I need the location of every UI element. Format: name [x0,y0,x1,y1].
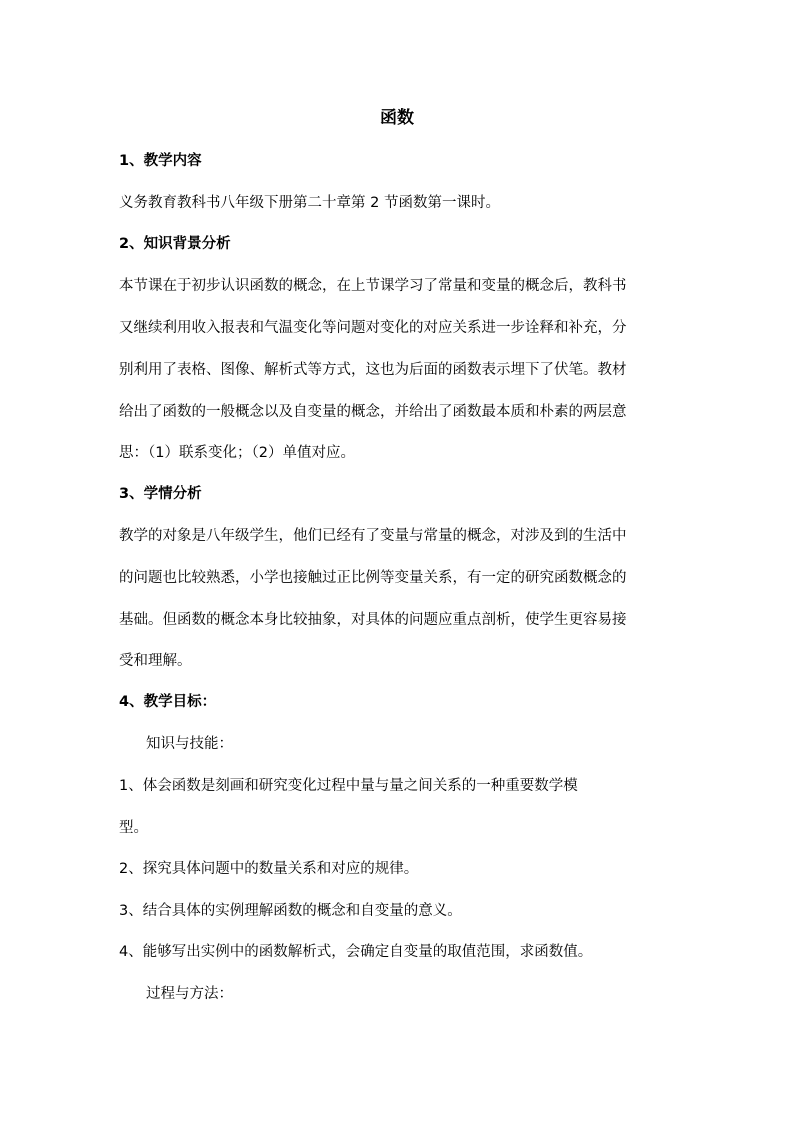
paragraph-line: 义务教育教科书八年级下册第二十章第 2 节函数第一课时。 [119,195,500,211]
goal-item: 1、体会函数是刻画和研究变化过程中量与量之间关系的一种重要数学模 [119,778,578,794]
paragraph-line: 教学的对象是八年级学生，他们已经有了变量与常量的概念，对涉及到的生活中 [119,528,627,544]
paragraph-line: 又继续利用收入报表和气温变化等问题对变化的对应关系进一步诠释和补充，分 [119,320,627,336]
section-heading-students: 3、学情分析 [119,486,202,502]
paragraph-line: 别利用了表格、图像、解析式等方式，这也为后面的函数表示埋下了伏笔。教材 [119,362,627,378]
section-heading-background: 2、知识背景分析 [119,236,231,252]
goal-item: 型。 [119,820,148,836]
paragraph-line: 的问题也比较熟悉，小学也接触过正比例等变量关系，有一定的研究函数概念的 [119,570,627,586]
subheading-process: 过程与方法： [146,986,233,1002]
section-heading-content: 1、教学内容 [119,153,202,169]
paragraph-line: 受和理解。 [119,653,192,669]
goal-item: 2、探究具体问题中的数量关系和对应的规律。 [119,861,419,877]
paragraph-line: 思：（1）联系变化；（2）单值对应。 [119,445,355,461]
goal-item: 4、能够写出实例中的函数解析式，会确定自变量的取值范围，求函数值。 [119,944,593,960]
document-title: 函数 [380,108,414,128]
paragraph-line: 基础。但函数的概念本身比较抽象，对具体的问题应重点剖析，使学生更容易接 [119,612,627,628]
paragraph-line: 本节课在于初步认识函数的概念，在上节课学习了常量和变量的概念后，教科书 [119,278,627,294]
paragraph-line: 给出了函数的一般概念以及自变量的概念，并给出了函数最本质和朴素的两层意 [119,404,627,420]
subheading-knowledge: 知识与技能： [146,736,233,752]
goal-item: 3、结合具体的实例理解函数的概念和自变量的意义。 [119,903,462,919]
section-heading-goals: 4、教学目标： [119,694,217,710]
